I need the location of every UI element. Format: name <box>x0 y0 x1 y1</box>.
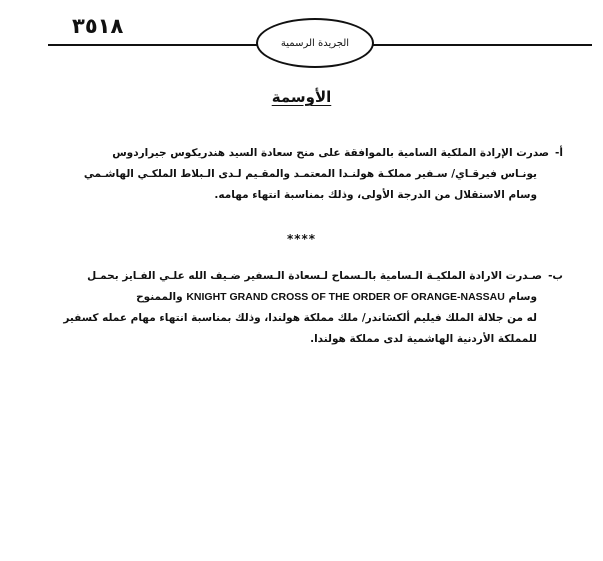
paragraph-b-line-4: للمملكة الأردنية الهاشمية لدى مملكة هولندا. <box>310 333 537 345</box>
paragraph-b-line-1 <box>23 266 563 287</box>
page-number: ٣٥١٨ <box>72 14 124 38</box>
section-title <box>0 88 603 106</box>
section-title-text: الأوسمة <box>271 88 332 106</box>
paragraph-b-line-3: له من جلالة الملك فيليم ألكسَاندر/ ملك مملكة هولندا، وذلك بمناسبة انتهاء مهام عمله كسفير <box>63 312 537 324</box>
paragraph-b <box>23 266 563 350</box>
paragraph-a-line-3: وسام الاستقلال من الدرجة الأولى، وذلك بمناسبة انتهاء مهامه. <box>214 189 537 201</box>
paragraph-b-line-2-suffix: والممنوح <box>136 291 183 303</box>
paragraph-b-marker: ب- <box>548 270 563 282</box>
order-name-latin: KNIGHT GRAND CROSS OF THE ORDER OF ORANGE-NASSAU <box>186 291 505 303</box>
paragraph-a-line-1-text: صدرت الإرادة الملكية السامية بالموافقة على منح سعادة السيد هندريكوس جيراردوس <box>112 147 550 159</box>
paragraph-b-line-2 <box>23 287 563 308</box>
paragraph-a <box>23 143 563 206</box>
paragraph-a-line-1 <box>23 143 563 164</box>
paragraph-a-marker: أ- <box>555 147 563 159</box>
publication-name-oval <box>256 18 374 68</box>
publication-name: الجريدة الرسمية <box>280 37 350 49</box>
separator-stars: **** <box>286 232 317 246</box>
paragraph-a-line-2: يونـاس فيرقـاي/ سـفير مملكـة هولنـدا المعتمـد والمقـيم لـدى الـبلاط الملكـي الهاشـمي <box>83 168 537 180</box>
paragraph-b-line-2-prefix: وسام <box>508 291 537 303</box>
paragraph-b-line-1-text: صـدرت الارادة الملكيـة الـسامية بالـسماح لـسعادة الـسفير ضـيف الله علـي الفـايز بحمـل <box>87 270 543 282</box>
